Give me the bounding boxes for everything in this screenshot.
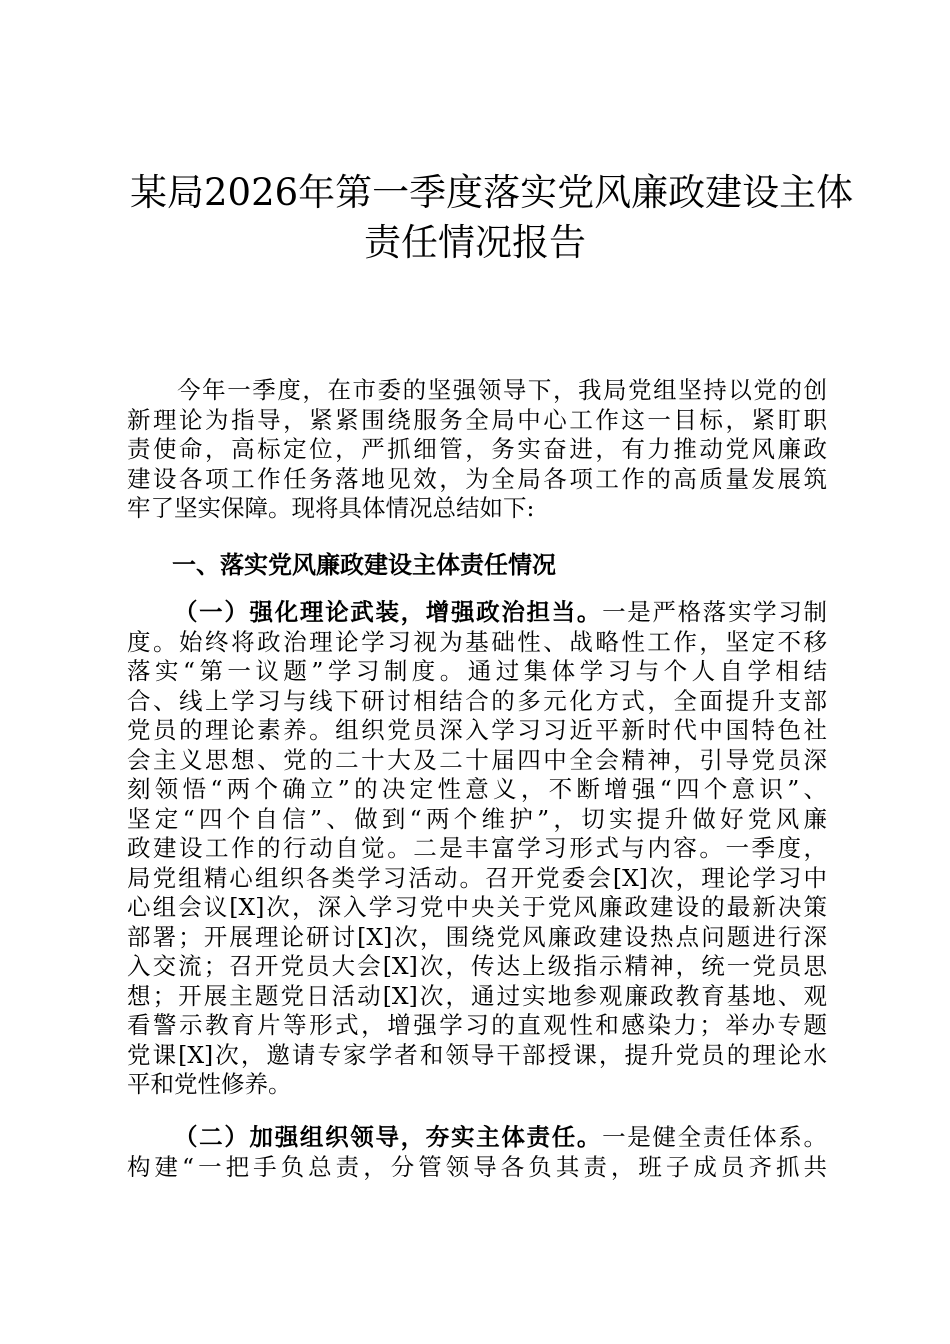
paragraph-line: 平和党性修养。 — [127, 1070, 292, 1098]
subsection-1-lead — [127, 598, 827, 628]
title-line-2: 责任情况报告 — [364, 221, 586, 264]
paragraph-line: 想；开展主题党日活动[X]次，通过实地参观廉政教育基地、观 — [127, 981, 827, 1010]
intro-paragraph — [127, 376, 827, 524]
paragraph-line: 党员的理论素养。组织党员深入学习习近平新时代中国特色社 — [127, 716, 827, 744]
subsection-2-lead — [127, 1123, 827, 1153]
paragraph-line: 会主义思想、党的二十大及二十届四中全会精神，引导党员深 — [127, 745, 827, 774]
subsection-1-heading: （一）强化理论武装，增强政治担当。 — [174, 598, 603, 626]
paragraph-line: 度。始终将政治理论学习视为基础性、战略性工作，坚定不移 — [127, 627, 827, 656]
paragraph-line: 局党组精心组织各类学习活动。召开党委会[X]次，理论学习中 — [127, 863, 827, 892]
intro-line: 建设各项工作任务落地见效，为全局各项工作的高质量发展筑 — [127, 464, 827, 493]
paragraph-line: 部署；开展理论研讨[X]次，围绕党风廉政建设热点问题进行深 — [127, 922, 827, 951]
intro-line: 责使命，高标定位，严抓细管，务实奋进，有力推动党风廉政 — [127, 435, 827, 463]
paragraph-line: 心组会议[X]次，深入学习党中央关于党风廉政建设的最新决策 — [127, 893, 827, 921]
subsection-1-paragraph — [127, 598, 827, 1100]
document-title — [130, 168, 854, 268]
paragraph-line: 刻领悟“两个确立”的决定性意义，不断增强“四个意识”、 — [127, 775, 827, 803]
intro-line: 新理论为指导，紧紧围绕服务全局中心工作这一目标，紧盯职 — [127, 405, 827, 434]
subsection-2-heading: （二）加强组织领导，夯实主体责任。 — [174, 1123, 603, 1151]
paragraph-line: 坚定“四个自信”、做到“两个维护”，切实提升做好党风廉 — [127, 804, 827, 833]
subsection-2-paragraph — [127, 1123, 827, 1182]
section-heading-1: 一、落实党风廉政建设主体责任情况 — [172, 550, 556, 579]
paragraph-line: 入交流；召开党员大会[X]次，传达上级指示精神，统一党员思 — [127, 952, 827, 980]
subsection-1-lead-text: 一是严格落实学习制 — [602, 598, 828, 626]
intro-line: 牢了坚实保障。现将具体情况总结如下: — [127, 494, 535, 522]
paragraph-line: 构建“一把手负总责，分管领导各负其责，班子成员齐抓共 — [127, 1152, 827, 1181]
paragraph-line: 政建设工作的行动自觉。二是丰富学习形式与内容。一季度， — [127, 834, 827, 862]
intro-line: 今年一季度，在市委的坚强领导下，我局党组坚持以党的创 — [127, 376, 827, 404]
paragraph-line: 看警示教育片等形式，增强学习的直观性和感染力；举办专题 — [127, 1011, 827, 1039]
paragraph-line: 落实“第一议题”学习制度。通过集体学习与个人自学相结 — [127, 657, 827, 685]
title-line-1: 某局2026年第一季度落实党风廉政建设主体 — [130, 171, 854, 214]
paragraph-line: 合、线上学习与线下研讨相结合的多元化方式，全面提升支部 — [127, 686, 827, 715]
paragraph-line: 党课[X]次，邀请专家学者和领导干部授课，提升党员的理论水 — [127, 1040, 827, 1069]
subsection-2-lead-text: 一是健全责任体系。 — [602, 1123, 828, 1151]
